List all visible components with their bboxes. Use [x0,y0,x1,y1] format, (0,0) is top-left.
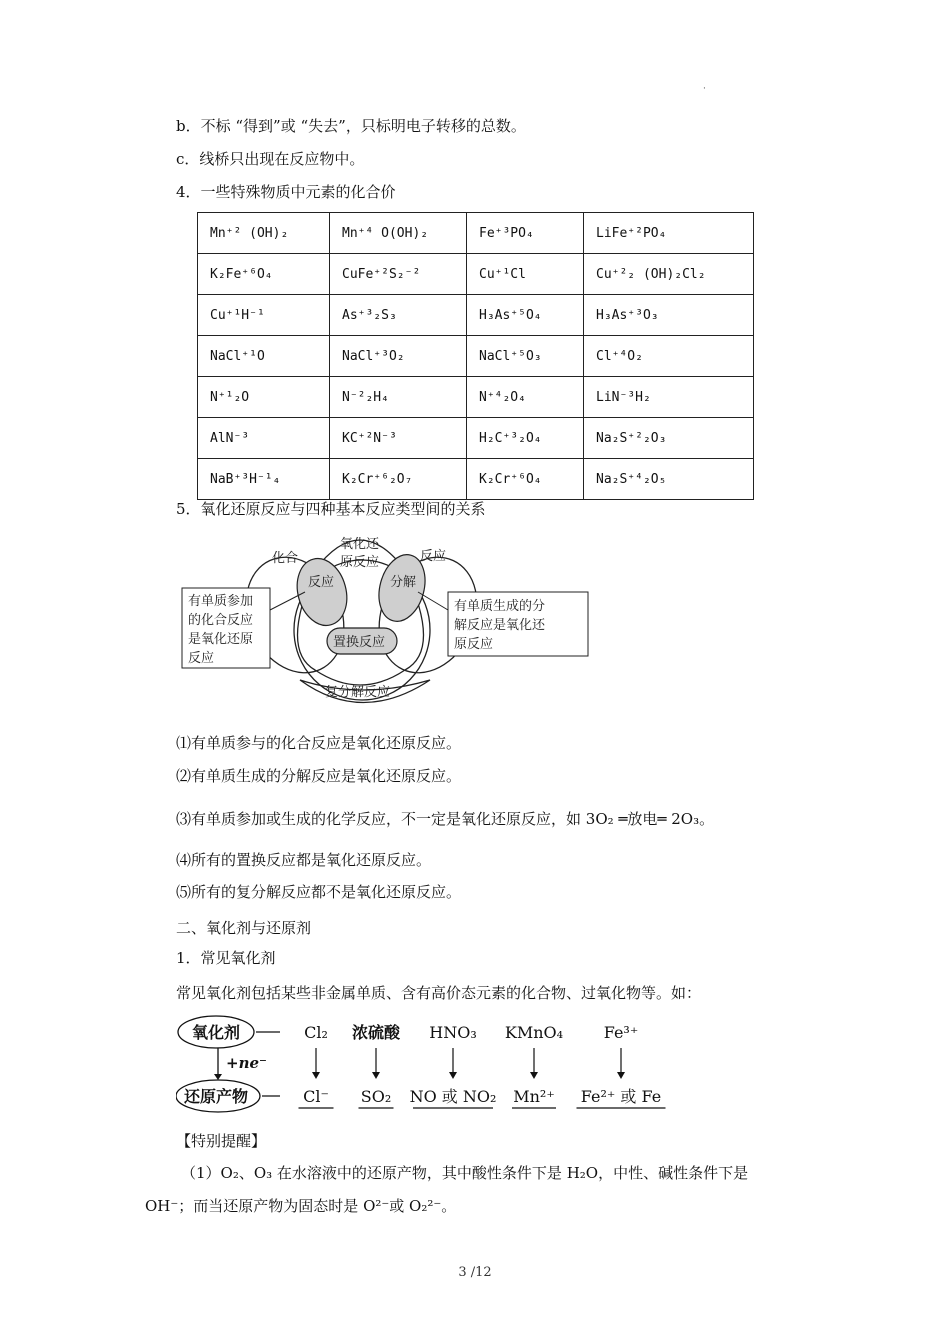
oxidant-species: Fe³⁺ [603,1023,639,1042]
table-row [198,254,754,295]
valence-table [197,212,754,500]
table-row [198,418,754,459]
table-cell: H₃As⁺⁵O₄ [467,295,584,336]
note-line-1: （1）O₂、O₃ 在水溶液中的还原产物，其中酸性条件下是 H₂O，中性、碱性条件下是 [181,1164,749,1182]
table-cell: K₂Cr⁺⁶O₄ [467,459,584,500]
oxidant-species: 浓硫酸 [351,1023,401,1042]
note-line: 是氧化还原 [188,632,254,647]
common-oxidant-heading: 1．常见氧化剂 [176,949,276,967]
down-arrow-icon [312,1072,320,1079]
table-cell: Na₂S⁺⁴₂O₅ [584,459,754,500]
point-2: ⑵有单质生成的分解反应是氧化还原反应。 [176,767,462,785]
label-double: 复分解反应 [325,685,391,700]
label-redox-2: 原反应 [340,555,380,570]
table-row [198,336,754,377]
down-arrow-icon [617,1072,625,1079]
special-tip: 【特别提醒】 [176,1132,267,1150]
section-5-heading: 5．氧化还原反应与四种基本反应类型间的关系 [176,500,486,518]
table-cell: Cu⁺¹Cl [467,254,584,295]
table-cell: NaCl⁺³O₂ [330,336,467,377]
table-cell: H₃As⁺³O₃ [584,295,754,336]
point-5: ⑸所有的复分解反应都不是氧化还原反应。 [176,883,462,901]
table-cell: N⁺⁴₂O₄ [467,377,584,418]
table-cell: Na₂S⁺²₂O₃ [584,418,754,459]
table-cell: Cl⁺⁴O₂ [584,336,754,377]
table-cell: AlN⁻³ [198,418,330,459]
right-pointer [418,592,448,610]
oxidant-label: 氧化剂 [192,1023,241,1042]
note-line: 反应 [188,651,215,666]
note-line-2: OH⁻；而当还原产物为固态时是 O²⁻或 O₂²⁻。 [145,1197,457,1215]
product-label: 还原产物 [184,1087,249,1106]
table-cell: NaCl⁺¹O [198,336,330,377]
label-overlap-left: 反应 [308,575,335,590]
oxidant-flow-diagram [176,1010,696,1120]
table-cell: Mn⁺² (OH)₂ [198,213,330,254]
down-arrow-icon [372,1072,380,1079]
label-replace: 置换反应 [333,635,386,650]
point-1: ⑴有单质参与的化合反应是氧化还原反应。 [176,734,462,752]
down-arrow-icon [449,1072,457,1079]
point-4: ⑷所有的置换反应都是氧化还原反应。 [176,851,432,869]
section-2-heading: 二、氧化剂与还原剂 [176,919,312,937]
table-cell: N⁻²₂H₄ [330,377,467,418]
table-cell: LiFe⁺²PO₄ [584,213,754,254]
down-arrow-icon [214,1074,222,1080]
table-cell: Cu⁺¹H⁻¹ [198,295,330,336]
note-line: 的化合反应 [188,613,254,628]
table-row [198,377,754,418]
label-overlap-right: 分解 [390,575,417,590]
point-3: ⑶有单质参加或生成的化学反应，不一定是氧化还原反应，如 3O₂ ═放电═ 2O₃。 [176,810,715,828]
label-combine: 化合 [272,551,299,566]
note-line: 解反应是氧化还 [454,618,546,633]
label-decomp: 反应 [420,549,447,564]
down-arrow-icon [530,1072,538,1079]
table-cell: NaCl⁺⁵O₃ [467,336,584,377]
table-cell: CuFe⁺²S₂⁻² [330,254,467,295]
oxidant-species: HNO₃ [429,1023,477,1042]
table-cell: As⁺³₂S₃ [330,295,467,336]
reduction-product: SO₂ [360,1087,392,1106]
table-cell: K₂Cr⁺⁶₂O₇ [330,459,467,500]
oxidant-species: Cl₂ [304,1023,328,1042]
table-row [198,459,754,500]
reaction-type-diagram [180,530,600,730]
table-row [198,295,754,336]
table-row [198,213,754,254]
table-cell: Mn⁺⁴ O(OH)₂ [330,213,467,254]
note-line: 有单质参加 [188,594,254,609]
line-c: c．线桥只出现在反应物中。 [176,150,365,168]
note-line: 原反应 [454,637,494,652]
label-redox-1: 氧化还 [340,537,380,552]
corner-mark: · [703,84,706,94]
table-cell: Fe⁺³PO₄ [467,213,584,254]
gain-electrons-label: +ne⁻ [226,1054,267,1072]
table-cell: Cu⁺²₂ (OH)₂Cl₂ [584,254,754,295]
reduction-product: Fe²⁺ 或 Fe [580,1087,662,1106]
reduction-product: Mn²⁺ [513,1087,555,1106]
oxidant-species: KMnO₄ [504,1023,564,1042]
page-number: 3 /12 [458,1265,492,1280]
reduction-product: Cl⁻ [303,1087,329,1106]
table-cell: KC⁺²N⁻³ [330,418,467,459]
table-cell: H₂C⁺³₂O₄ [467,418,584,459]
note-line: 有单质生成的分 [454,599,546,614]
table-cell: LiN⁻³H₂ [584,377,754,418]
table-cell: K₂Fe⁺⁶O₄ [198,254,330,295]
reduction-product: NO 或 NO₂ [409,1087,497,1106]
table-cell: NaB⁺³H⁻¹₄ [198,459,330,500]
table-cell: N⁺¹₂O [198,377,330,418]
oxidant-intro: 常见氧化剂包括某些非金属单质、含有高价态元素的化合物、过氧化物等。如： [176,984,702,1002]
line-b: b．不标 “得到”或 “失去”，只标明电子转移的总数。 [176,117,526,135]
section-4-heading: 4．一些特殊物质中元素的化合价 [176,183,396,201]
